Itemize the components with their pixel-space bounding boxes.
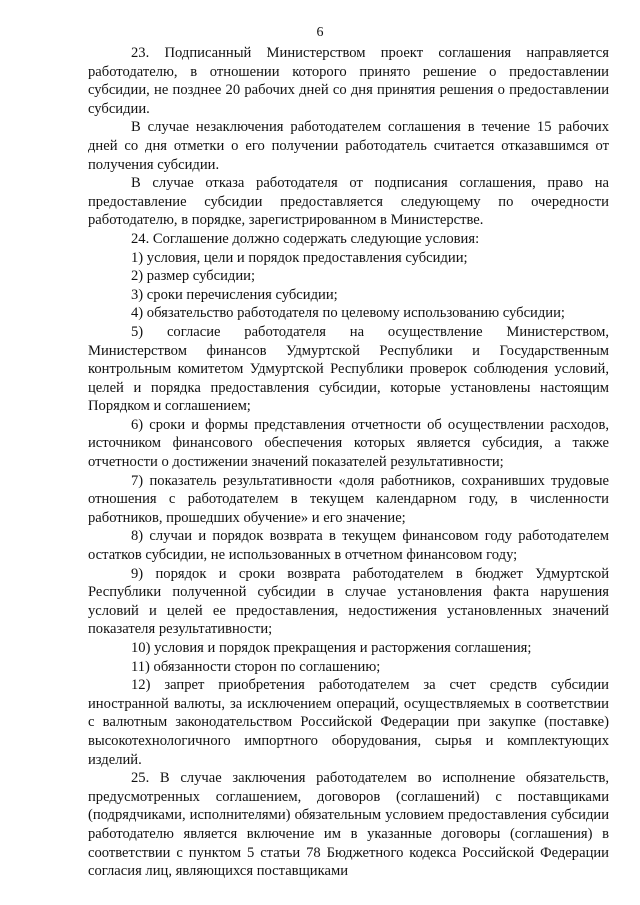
list-item-3: 3) сроки перечисления субсидии;	[131, 286, 338, 303]
list-item-9: 9) порядок и сроки возврата работодателем в бюджет Удмуртской Республики полученной субсидии в случае установления факта нарушения условий и целей ее предоставления, недостижения установленных значений показателя результативности;	[88, 565, 609, 638]
paragraph-23-refusal-deadline: В случае незаключения работодателем соглашения в течение 15 рабочих дней со дня отметки о его получении работодатель считается отказавшимся от получения субсидии.	[88, 119, 609, 173]
list-item-8: 8) случаи и порядок возврата в текущем финансовом году работодателем остатков субсидии, не использованных в отчетном финансовом году;	[88, 528, 609, 564]
list-item-5: 5) согласие работодателя на осуществление Министерством, Министерством финансов Удмуртской Республики и Государственным контрольным комитетом Удмуртской Республики проверок соблюдения условий, целей и порядка предоставления субсидии, которые установлены настоящим Порядком и соглашением;	[88, 323, 609, 415]
page-number: 6	[316, 25, 324, 40]
document-body	[88, 44, 609, 881]
paragraph-23-refusal-transfer: В случае отказа работодателя от подписания соглашения, право на предоставление субсидии предоставляется следующему по очередности работодателю, в порядке, зарегистрированном в Министерстве.	[88, 175, 609, 229]
paragraph-24: 24. Соглашение должно содержать следующие условия:	[131, 230, 480, 247]
list-item-10: 10) условия и порядок прекращения и расторжения соглашения;	[131, 640, 532, 656]
paragraph-25: 25. В случае заключения работодателем во исполнение обязательств, предусмотренных соглашением, договоров (соглашений) с поставщиками (подрядчиками, исполнителями) обязательным условием предоставления субсидии работодателю является включение им в указанные договоры (соглашения) в соответствии с пунктом 5 статьи 78 Бюджетного кодекса Российской Федерации согласия лиц, являющихся поставщиками	[88, 770, 609, 880]
list-item-4: 4) обязательство работодателя по целевому использованию субсидии;	[131, 305, 565, 322]
paragraph-23: 23. Подписанный Министерством проект соглашения направляется работодателю, в отношении которого принято решение о предоставлении субсидии, не позднее 20 рабочих дней со дня принятия решения о предоставлении субсидии.	[88, 45, 609, 117]
list-item-1: 1) условия, цели и порядок предоставления субсидии;	[131, 249, 468, 266]
list-item-6: 6) сроки и формы представления отчетности об осуществлении расходов, источником финансового обеспечения которых является субсидия, а также отчетности о достижении значений показателей результативности;	[88, 416, 609, 471]
list-item-2: 2) размер субсидии;	[131, 268, 255, 285]
list-item-12: 12) запрет приобретения работодателем за счет средств субсидии иностранной валюты, за исключением операций, осуществляемых в соответствии с валютным законодательством Российской Федерации при закупке (поставке) высокотехнологичного импортного оборудования, сырья и комплектующих изделий.	[88, 677, 609, 768]
list-item-11: 11) обязанности сторон по соглашению;	[131, 658, 381, 675]
list-item-7: 7) показатель результативности «доля работников, сохранивших трудовые отношения с работодателем в текущем календарном году, в численности работников, прошедших обучение» и его значение;	[88, 472, 609, 526]
